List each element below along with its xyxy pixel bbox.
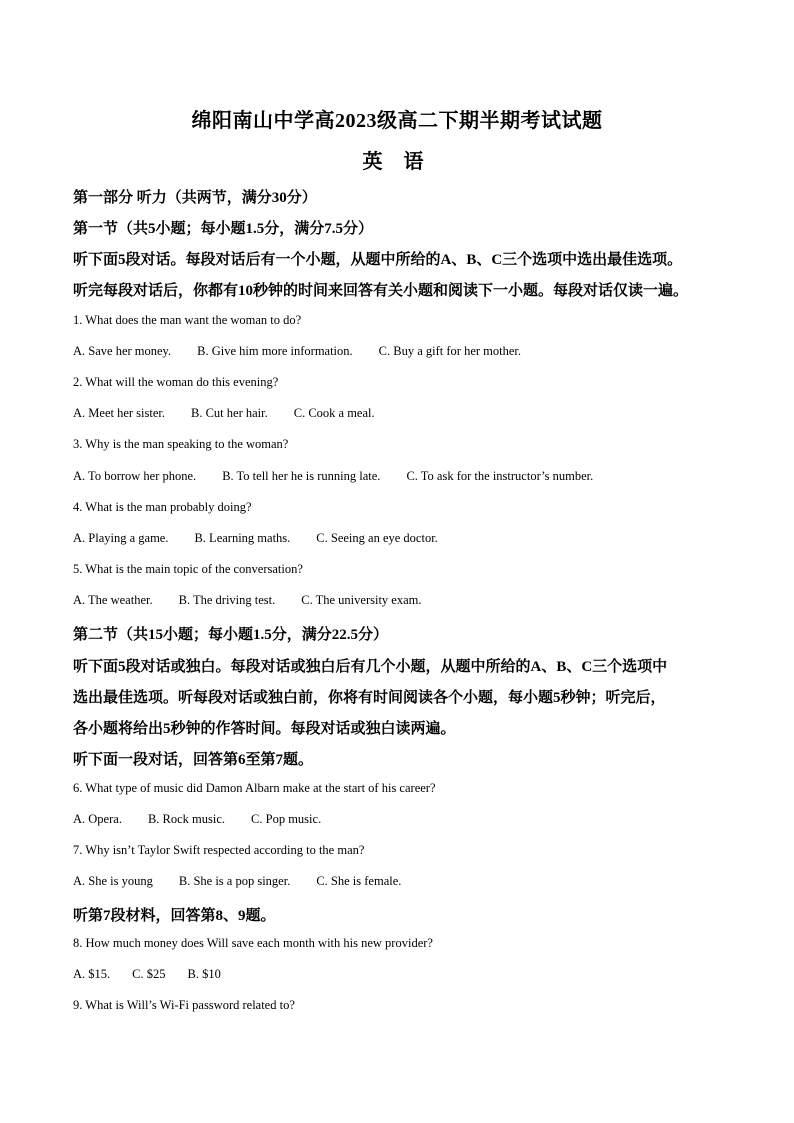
option-a: A. She is young	[73, 874, 153, 888]
option-a: A. Save her money.	[73, 344, 172, 358]
question-3: 3. Why is the man speaking to the woman?	[73, 437, 289, 451]
section1-instruction-line: 听下面5段对话。每段对话后有一个小题，从题中所给的A、B、C三个选项中选出最佳选项。	[73, 252, 683, 268]
option-b: B. Rock music.	[147, 812, 226, 826]
option-b: B. $10	[187, 967, 221, 981]
option-c: C. The university exam.	[301, 593, 422, 607]
section1-heading: 第一节（共5小题；每小题1.5分，满分7.5分）	[73, 221, 374, 237]
option-b: B. The driving test.	[178, 593, 276, 607]
question-8: 8. How much money does Will save each month with his new provider?	[73, 936, 433, 950]
section2-instruction-line: 听下面5段对话或独白。每段对话或独白后有几个小题，从题中所给的A、B、C三个选项中	[73, 659, 668, 675]
question-6-options	[73, 812, 321, 827]
question-1: 1. What does the man want the woman to do?	[73, 313, 302, 327]
option-b: B. Give him more information.	[197, 344, 353, 358]
option-a: A. Meet her sister.	[73, 406, 165, 420]
question-4-options	[73, 531, 438, 546]
question-4: 4. What is the man probably doing?	[73, 500, 252, 514]
question-1-options	[73, 344, 521, 359]
option-c: C. Pop music.	[251, 812, 322, 826]
subject-title: 英 语	[362, 151, 432, 173]
option-c: C. Buy a gift for her mother.	[378, 344, 521, 358]
option-c: C. To ask for the instructor’s number.	[406, 469, 594, 483]
group-6-heading: 听下面一段对话，回答第6至第7题。	[73, 752, 314, 768]
question-8-options	[73, 967, 221, 982]
option-a: A. To borrow her phone.	[73, 469, 197, 483]
section2-instruction-line: 各小题将给出5秒钟的作答时间。每段对话或独白读两遍。	[73, 721, 456, 737]
section1-instruction-line: 听完每段对话后，你都有10秒钟的时间来回答有关小题和阅读下一小题。每段对话仅读一遍。	[73, 283, 689, 299]
option-b: B. To tell her he is running late.	[222, 469, 381, 483]
section2-instruction-line: 选出最佳选项。听每段对话或独白前，你将有时间阅读各个小题，每小题5秒钟；听完后，	[73, 690, 666, 706]
exam-title: 绵阳南山中学高2023级高二下期半期考试试题	[191, 110, 603, 132]
question-2-options	[73, 406, 375, 421]
option-c: C. Seeing an eye doctor.	[316, 531, 438, 545]
option-c: C. She is female.	[316, 874, 402, 888]
section2-heading: 第二节（共15小题；每小题1.5分，满分22.5分）	[73, 627, 389, 643]
question-5-options	[73, 593, 421, 608]
option-b: B. Learning maths.	[194, 531, 291, 545]
question-3-options	[73, 469, 593, 484]
option-a: A. $15.	[73, 967, 111, 981]
option-a: A. Playing a game.	[73, 531, 169, 545]
option-c: C. $25	[132, 967, 166, 981]
part1-heading: 第一部分 听力（共两节，满分30分）	[73, 190, 317, 206]
option-b: B. Cut her hair.	[191, 406, 268, 420]
question-5: 5. What is the main topic of the conversation?	[73, 562, 303, 576]
question-7: 7. Why isn’t Taylor Swift respected according to the man?	[73, 843, 365, 857]
option-a: A. Opera.	[73, 812, 122, 826]
question-7-options	[73, 874, 401, 889]
question-2: 2. What will the woman do this evening?	[73, 375, 279, 389]
question-6: 6. What type of music did Damon Albarn make at the start of his career?	[73, 781, 436, 795]
question-9: 9. What is Will’s Wi-Fi password related to?	[73, 998, 295, 1012]
option-b: B. She is a pop singer.	[178, 874, 291, 888]
group-7-heading: 听第7段材料，回答第8、9题。	[73, 908, 276, 924]
option-a: A. The weather.	[73, 593, 153, 607]
option-c: C. Cook a meal.	[293, 406, 375, 420]
